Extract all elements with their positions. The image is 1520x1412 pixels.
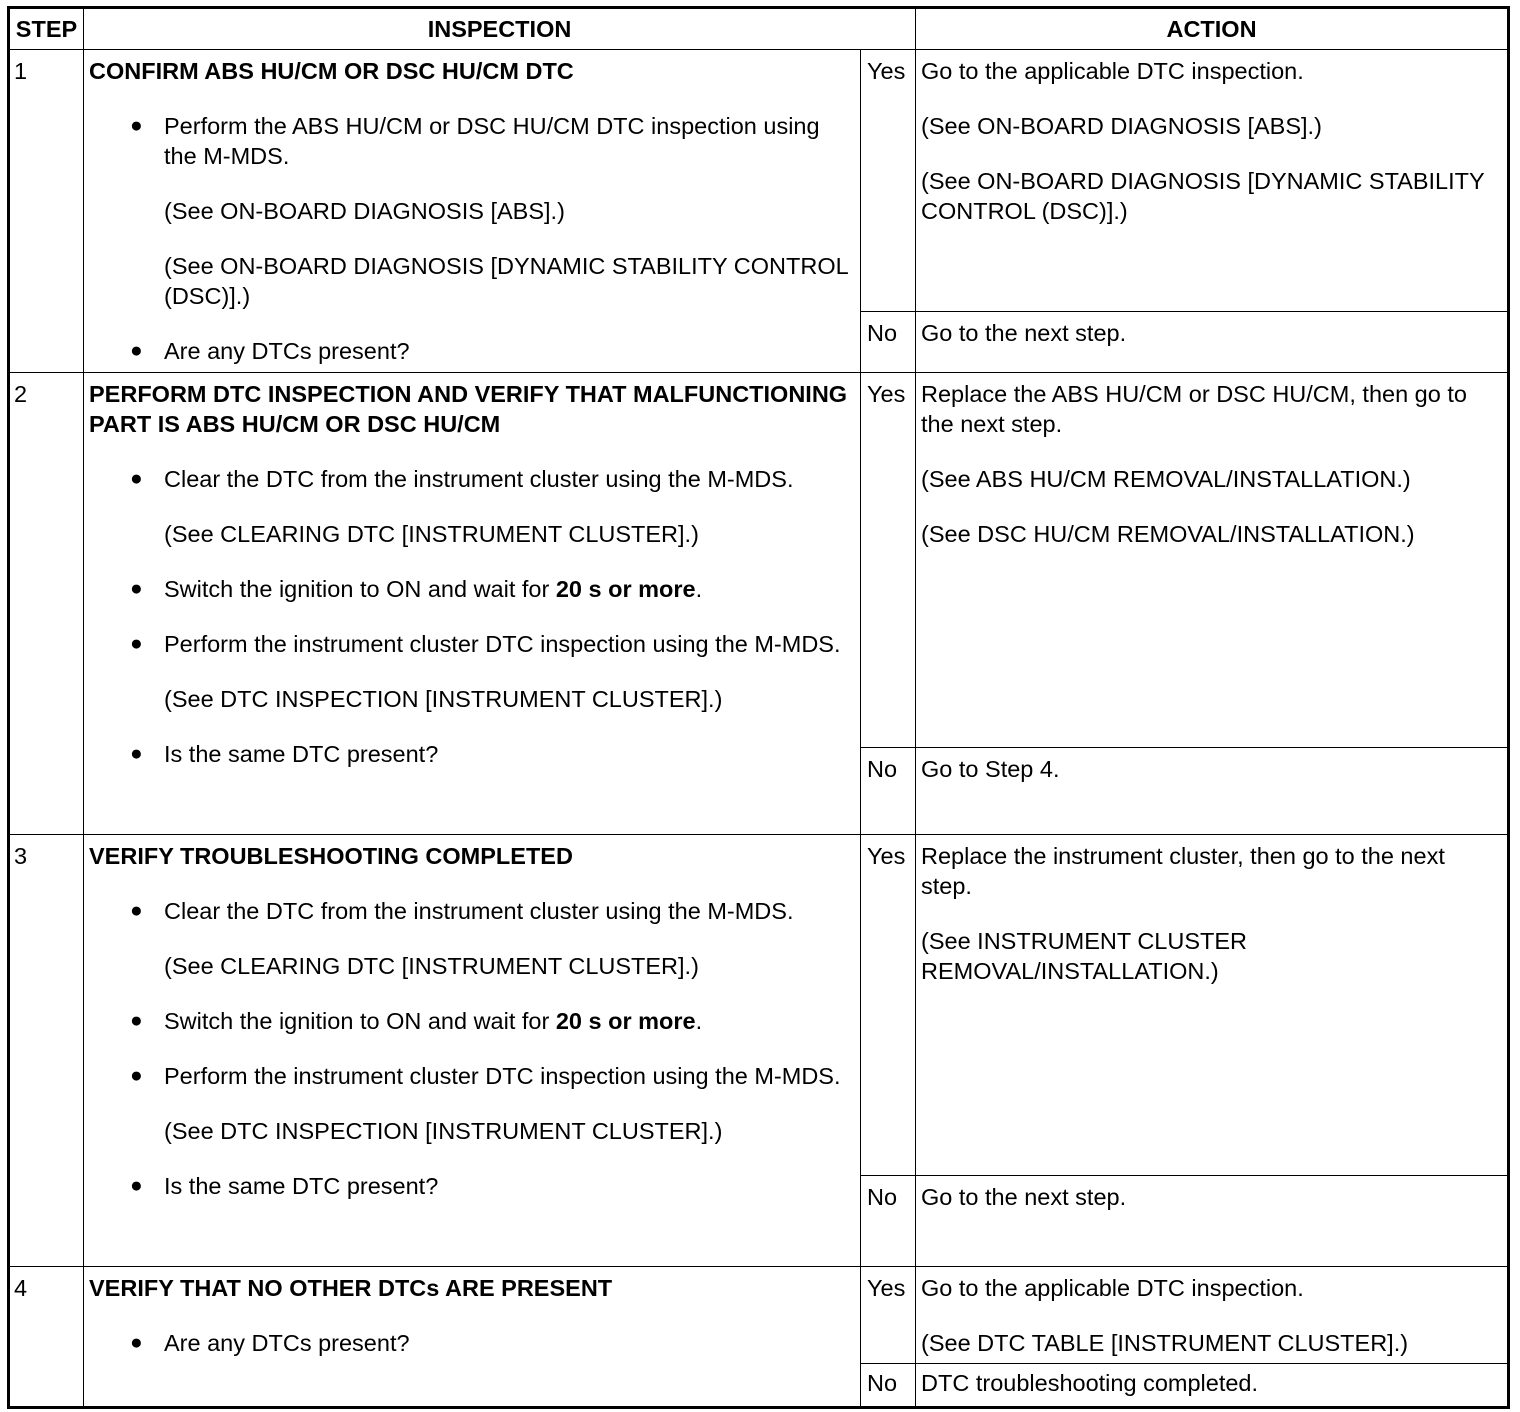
- step-number: 4: [9, 1267, 84, 1408]
- inspection-bullet: ● Perform the instrument cluster DTC inspection using the M-MDS.: [89, 1061, 855, 1091]
- bullet-emphasis: 20 s or more: [555, 576, 696, 602]
- bullet-text: Switch the ignition to ON and wait for: [164, 576, 556, 602]
- inspection-reference: (See ON-BOARD DIAGNOSIS [DYNAMIC STABILITY CONTROL (DSC)].): [164, 253, 848, 309]
- step-title: VERIFY THAT NO OTHER DTCs ARE PRESENT: [89, 1275, 613, 1301]
- step-number: 1: [9, 50, 84, 373]
- action-text: Go to the applicable DTC inspection.: [921, 58, 1304, 84]
- inspection-question: ● Is the same DTC present?: [89, 1171, 855, 1201]
- step-4-yes-row: [9, 1267, 1509, 1364]
- no-label: No: [861, 748, 916, 835]
- no-action: Go to the next step.: [916, 1176, 1509, 1267]
- inspection-question: ● Are any DTCs present?: [89, 336, 855, 366]
- inspection-bullet: ● Perform the instrument cluster DTC inspection using the M-MDS.: [89, 629, 855, 659]
- inspection-reference: (See CLEARING DTC [INSTRUMENT CLUSTER].): [164, 521, 699, 547]
- action-reference: (See ON-BOARD DIAGNOSIS [ABS].): [921, 113, 1322, 139]
- yes-label: Yes: [861, 835, 916, 1176]
- action-reference: (See ON-BOARD DIAGNOSIS [DYNAMIC STABILITY CONTROL (DSC)].): [921, 168, 1485, 224]
- step-inspection: [84, 373, 861, 835]
- step-title: CONFIRM ABS HU/CM OR DSC HU/CM DTC: [89, 58, 574, 84]
- action-reference: (See DTC TABLE [INSTRUMENT CLUSTER].): [921, 1330, 1409, 1356]
- action-reference: (See DSC HU/CM REMOVAL/INSTALLATION.): [921, 521, 1415, 547]
- no-action: Go to Step 4.: [916, 748, 1509, 835]
- header-action: ACTION: [916, 8, 1509, 50]
- action-text: Replace the ABS HU/CM or DSC HU/CM, then go to the next step.: [921, 381, 1467, 437]
- step-title: PERFORM DTC INSPECTION AND VERIFY THAT MALFUNCTIONING PART IS ABS HU/CM OR DSC HU/CM: [89, 381, 848, 437]
- step-3-yes-row: [9, 835, 1509, 1176]
- yes-action: [916, 835, 1509, 1176]
- inspection-question: ● Are any DTCs present?: [89, 1328, 855, 1358]
- inspection-bullet: ● Clear the DTC from the instrument cluster using the M-MDS.: [89, 896, 855, 926]
- header-step: STEP: [9, 8, 84, 50]
- inspection-reference: (See DTC INSPECTION [INSTRUMENT CLUSTER].): [164, 1118, 723, 1144]
- inspection-bullet: [89, 574, 855, 604]
- no-action: Go to the next step.: [916, 312, 1509, 373]
- yes-action: [916, 50, 1509, 312]
- action-reference: (See INSTRUMENT CLUSTER REMOVAL/INSTALLATION.): [921, 928, 1248, 984]
- bullet-text: .: [695, 1008, 703, 1034]
- yes-action: [916, 373, 1509, 748]
- header-inspection: INSPECTION: [84, 8, 916, 50]
- inspection-question: ● Is the same DTC present?: [89, 739, 855, 769]
- action-text: Replace the instrument cluster, then go to the next step.: [921, 843, 1445, 899]
- step-title: VERIFY TROUBLESHOOTING COMPLETED: [89, 843, 573, 869]
- step-2-yes-row: [9, 373, 1509, 748]
- step-1-yes-row: [9, 50, 1509, 312]
- step-inspection: [84, 1267, 861, 1408]
- yes-label: Yes: [861, 1267, 916, 1364]
- no-action: DTC troubleshooting completed.: [916, 1364, 1509, 1408]
- yes-label: Yes: [861, 50, 916, 312]
- inspection-bullet: [89, 1006, 855, 1036]
- yes-action: [916, 1267, 1509, 1364]
- inspection-reference: (See DTC INSPECTION [INSTRUMENT CLUSTER].): [164, 686, 723, 712]
- step-inspection: [84, 50, 861, 373]
- inspection-reference: (See ON-BOARD DIAGNOSIS [ABS].): [164, 198, 565, 224]
- step-number: 2: [9, 373, 84, 835]
- action-text: Go to the applicable DTC inspection.: [921, 1275, 1304, 1301]
- step-inspection: [84, 835, 861, 1267]
- yes-label: Yes: [861, 373, 916, 748]
- no-label: No: [861, 1176, 916, 1267]
- bullet-text: Switch the ignition to ON and wait for: [164, 1008, 556, 1034]
- header-row: [9, 8, 1509, 50]
- step-number: 3: [9, 835, 84, 1267]
- bullet-text: .: [695, 576, 703, 602]
- inspection-reference: (See CLEARING DTC [INSTRUMENT CLUSTER].): [164, 953, 699, 979]
- inspection-bullet: ● Clear the DTC from the instrument cluster using the M-MDS.: [89, 464, 855, 494]
- bullet-emphasis: 20 s or more: [555, 1008, 696, 1034]
- action-reference: (See ABS HU/CM REMOVAL/INSTALLATION.): [921, 466, 1411, 492]
- inspection-bullet: ● Perform the ABS HU/CM or DSC HU/CM DTC inspection using the M-MDS.: [89, 111, 855, 171]
- troubleshooting-table: [7, 6, 1510, 1409]
- no-label: No: [861, 312, 916, 373]
- no-label: No: [861, 1364, 916, 1408]
